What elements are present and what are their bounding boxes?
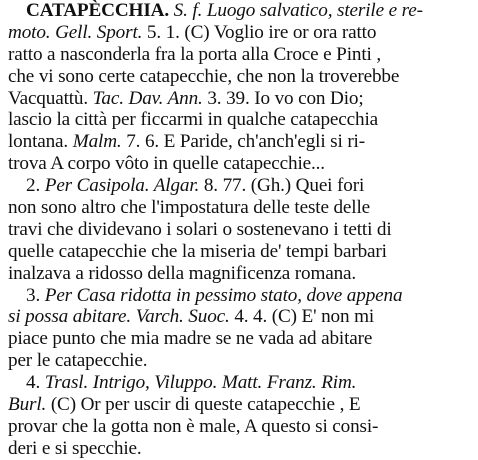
entry-line <box>4 131 478 153</box>
body-text: piace punto che mia madre se ne vada ad abitare <box>8 328 373 350</box>
entry-line <box>4 44 478 66</box>
italic-text: Per Casa ridotta in pessimo stato, dove appena <box>44 284 403 306</box>
italic-text: si possa abitare. Varch. Suoc. <box>8 306 235 328</box>
italic-text: S. f. Luogo salvatico, sterile e re- <box>173 0 423 21</box>
entry-line <box>4 350 478 372</box>
entry-line <box>4 438 478 460</box>
body-text: che vi sono certe catapecchie, che non la troverebbe <box>8 65 400 87</box>
body-text: deri e si specchie. <box>8 437 142 459</box>
entry-line <box>4 66 478 88</box>
body-text: travi che dividevano i solari o sostenevano i tetti di <box>8 218 392 240</box>
italic-text: moto. Gell. Sport. <box>8 21 147 43</box>
body-text: 2. <box>26 175 45 197</box>
entry-line <box>4 416 478 438</box>
headword: CATAPÈCCHIA. <box>26 0 174 21</box>
body-text: non sono altro che l'impostatura delle teste delle <box>8 197 371 219</box>
body-text: 7. 6. E Paride, ch'anch'egli si ri- <box>126 131 365 153</box>
entry-line <box>4 0 478 22</box>
body-text: ratto a nasconderla fra la porta alla Croce e Pinti , <box>8 43 381 65</box>
body-text: 4. <box>26 372 45 394</box>
italic-text: Burl. <box>8 394 51 416</box>
entry-line <box>4 306 478 328</box>
entry-line <box>4 263 478 285</box>
entry-line <box>4 109 478 131</box>
entry-line <box>4 372 478 394</box>
body-text: (C) Or per uscir di queste catapecchie , E <box>50 394 361 416</box>
entry-line <box>4 394 478 416</box>
italic-text: Tac. Dav. Ann. <box>92 87 208 109</box>
dictionary-entry-catapecchia <box>4 0 478 460</box>
entry-line <box>4 197 478 219</box>
entry-line <box>4 219 478 241</box>
body-text: 4. 4. (C) E' non mi <box>234 306 375 328</box>
body-text: per le catapecchie. <box>8 350 148 372</box>
body-text: 8. 77. (Gh.) Quei fori <box>203 175 365 197</box>
entry-line <box>4 285 478 307</box>
body-text: inalzava a ridosso della magnificenza romana. <box>8 262 357 284</box>
italic-text: Per Casipola. Algar. <box>44 175 204 197</box>
body-text: lontana. <box>8 131 73 153</box>
body-text: Vacquattù. <box>8 87 93 109</box>
body-text: 3. <box>26 284 45 306</box>
italic-text: Trasl. Intrigo, Viluppo. Matt. Franz. Rim. <box>44 372 357 394</box>
body-text: provar che la gotta non è male, A questo si consi- <box>8 415 379 437</box>
body-text: 5. 1. (C) Voglio ire or ora ratto <box>146 21 377 43</box>
entry-line <box>4 88 478 110</box>
body-text: 3. 39. Io vo con Dio; <box>207 87 364 109</box>
body-text: lascio la città per ficcarmi in qualche catapecchia <box>8 109 379 131</box>
entry-line <box>4 22 478 44</box>
body-text: trova A corpo vôto in quelle catapecchie... <box>8 153 325 175</box>
body-text: quelle catapecchie che la miseria de' tempi barbari <box>8 240 387 262</box>
entry-line <box>4 175 478 197</box>
italic-text: Malm. <box>72 131 127 153</box>
entry-line <box>4 328 478 350</box>
entry-line <box>4 153 478 175</box>
entry-line <box>4 241 478 263</box>
